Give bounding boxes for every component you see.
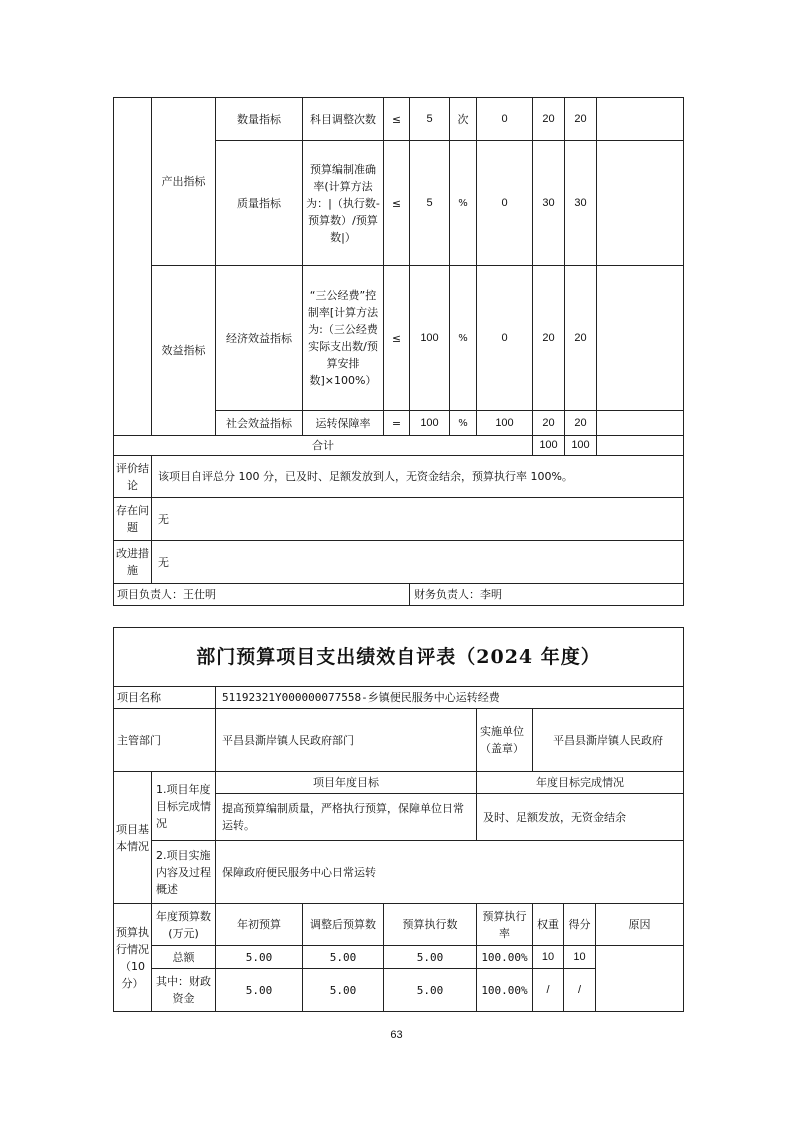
operator: ≤ xyxy=(384,266,410,411)
initial-budget: 5.00 xyxy=(216,969,303,1012)
improvements-row xyxy=(114,541,684,584)
page-number: 63 xyxy=(390,1029,403,1041)
actual-value: 0 xyxy=(477,98,533,141)
adjusted-budget: 5.00 xyxy=(303,946,384,969)
target-value: 5 xyxy=(410,141,450,266)
budget-header: 得分 xyxy=(564,904,596,946)
problems-label: 存在问题 xyxy=(114,498,152,541)
project-name-label: 项目名称 xyxy=(114,687,216,709)
indicator-row xyxy=(114,266,684,411)
weight: 20 xyxy=(533,411,565,436)
self-evaluation-table xyxy=(113,627,684,1012)
budget-row-label: 总额 xyxy=(152,946,216,969)
execution-rate: 100.00% xyxy=(477,969,533,1012)
impl-text: 保障政府便民服务中心日常运转 xyxy=(216,841,684,904)
operator: ≤ xyxy=(384,98,410,141)
budget-weight: 10 xyxy=(533,946,564,969)
basic-info-label: 项目基本情况 xyxy=(114,772,152,904)
indicator-row xyxy=(114,98,684,141)
impl-row xyxy=(114,841,684,904)
impl-unit-label: 实施单位（盖章） xyxy=(477,709,533,772)
total-weight: 100 xyxy=(533,436,565,456)
actual-value: 0 xyxy=(477,266,533,411)
category-output: 产出指标 xyxy=(152,98,216,266)
level1-cell xyxy=(114,98,152,436)
total-score: 100 xyxy=(565,436,597,456)
unit: % xyxy=(450,141,477,266)
actual-value: 100 xyxy=(477,411,533,436)
budget-header: 调整后预算数 xyxy=(303,904,384,946)
indicator-name: “三公经费”控制率[计算方法为:（三公经费实际支出数/预算安排数]×100%） xyxy=(303,266,384,411)
target-value: 100 xyxy=(410,266,450,411)
unit: % xyxy=(450,266,477,411)
budget-row xyxy=(114,946,684,969)
goal-header: 项目年度目标 xyxy=(216,772,477,794)
dept-value: 平昌县澌岸镇人民政府部门 xyxy=(216,709,477,772)
budget-row-label: 其中：财政资金 xyxy=(152,969,216,1012)
signature-row xyxy=(114,584,684,606)
department-row xyxy=(114,709,684,772)
initial-budget: 5.00 xyxy=(216,946,303,969)
weight: 30 xyxy=(533,141,565,266)
budget-score: 10 xyxy=(564,946,596,969)
evaluation-text: 该项目自评总分 100 分，已及时、足额发放到人，无资金结余，预算执行率 100%。 xyxy=(152,456,684,498)
goal-text: 提高预算编制质量，严格执行预算，保障单位日常运转。 xyxy=(216,794,477,841)
budget-header: 年度预算数(万元) xyxy=(152,904,216,946)
budget-header: 预算执行率 xyxy=(477,904,533,946)
total-reason xyxy=(597,436,684,456)
budget-header: 预算执行数 xyxy=(384,904,477,946)
budget-reason xyxy=(596,946,684,1012)
finance-lead: 财务负责人：李明 xyxy=(410,584,684,606)
executed-budget: 5.00 xyxy=(384,969,477,1012)
goal-header-row xyxy=(114,772,684,794)
adjusted-budget: 5.00 xyxy=(303,969,384,1012)
weight: 20 xyxy=(533,266,565,411)
reason xyxy=(597,141,684,266)
project-name: 51192321Y000000077558-乡镇便民服务中心运转经费 xyxy=(216,687,684,709)
reason xyxy=(597,266,684,411)
score: 30 xyxy=(565,141,597,266)
indicator-type: 社会效益指标 xyxy=(216,411,303,436)
problems-row xyxy=(114,498,684,541)
evaluation-row xyxy=(114,456,684,498)
goal-section-label: 1.项目年度目标完成情况 xyxy=(152,772,216,841)
unit: 次 xyxy=(450,98,477,141)
actual-value: 0 xyxy=(477,141,533,266)
title-row xyxy=(114,628,684,687)
problems-text: 无 xyxy=(152,498,684,541)
indicator-name: 预算编制准确率(计算方法为：|（执行数-预算数）/预算数|） xyxy=(303,141,384,266)
completion-text: 及时、足额发放，无资金结余 xyxy=(477,794,684,841)
impl-unit-value: 平昌县澌岸镇人民政府 xyxy=(533,709,684,772)
reason xyxy=(597,411,684,436)
project-lead: 项目负责人：王仕明 xyxy=(114,584,410,606)
evaluation-label: 评价结论 xyxy=(114,456,152,498)
weight: 20 xyxy=(533,98,565,141)
budget-weight: / xyxy=(533,969,564,1012)
total-row xyxy=(114,436,684,456)
table-title: 部门预算项目支出绩效自评表（2024 年度） xyxy=(114,628,684,687)
operator: = xyxy=(384,411,410,436)
operator: ≤ xyxy=(384,141,410,266)
budget-score: / xyxy=(564,969,596,1012)
target-value: 5 xyxy=(410,98,450,141)
budget-header: 原因 xyxy=(596,904,684,946)
score: 20 xyxy=(565,266,597,411)
indicator-type: 经济效益指标 xyxy=(216,266,303,411)
indicator-name: 科目调整次数 xyxy=(303,98,384,141)
execution-rate: 100.00% xyxy=(477,946,533,969)
indicator-type: 数量指标 xyxy=(216,98,303,141)
project-name-row xyxy=(114,687,684,709)
total-label: 合计 xyxy=(114,436,533,456)
executed-budget: 5.00 xyxy=(384,946,477,969)
reason xyxy=(597,98,684,141)
improvements-label: 改进措施 xyxy=(114,541,152,584)
completion-header: 年度目标完成情况 xyxy=(477,772,684,794)
budget-header: 年初预算 xyxy=(216,904,303,946)
indicator-name: 运转保障率 xyxy=(303,411,384,436)
score: 20 xyxy=(565,411,597,436)
target-value: 100 xyxy=(410,411,450,436)
budget-header: 权重 xyxy=(533,904,564,946)
indicator-type: 质量指标 xyxy=(216,141,303,266)
budget-section-label: 预算执行情况（10分） xyxy=(114,904,152,1012)
score: 20 xyxy=(565,98,597,141)
unit: % xyxy=(450,411,477,436)
improvements-text: 无 xyxy=(152,541,684,584)
category-benefit: 效益指标 xyxy=(152,266,216,436)
dept-label: 主管部门 xyxy=(114,709,216,772)
impl-section-label: 2.项目实施内容及过程概述 xyxy=(152,841,216,904)
budget-header-row xyxy=(114,904,684,946)
performance-indicators-table xyxy=(113,97,684,606)
